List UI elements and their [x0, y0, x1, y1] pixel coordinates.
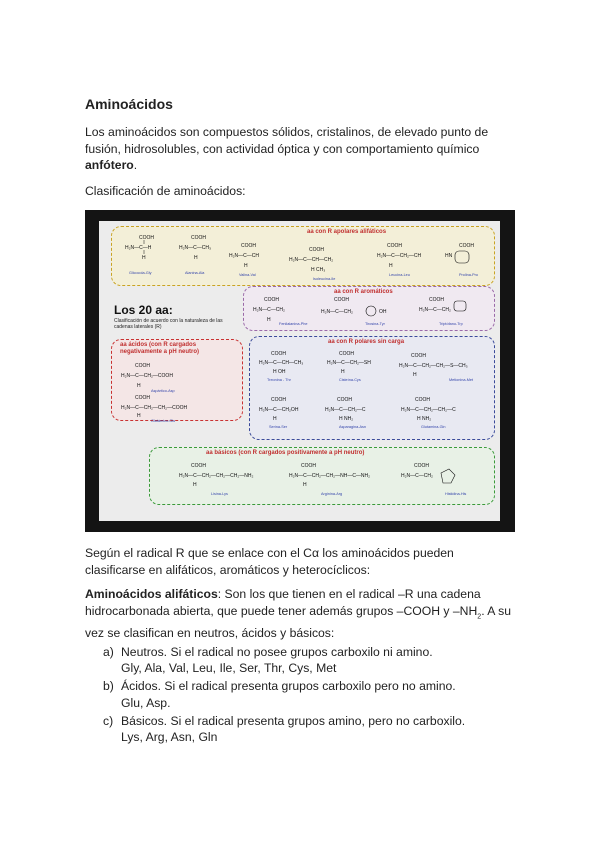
caption-ala: Alanina-Ala [185, 271, 205, 275]
svg-text:COOH: COOH [415, 397, 430, 403]
svg-text:COOH: COOH [139, 235, 154, 241]
svg-text:H₂N—C—CH₂OH: H₂N—C—CH₂OH [259, 407, 299, 413]
svg-text:COOH: COOH [271, 397, 286, 403]
svg-text:COOH: COOH [459, 243, 474, 249]
list-marker: a) [103, 645, 114, 659]
caption-ser: Serina-Ser [269, 425, 288, 429]
svg-text:H₂N—C—CH₂—CH₂—S—CH₃: H₂N—C—CH₂—CH₂—S—CH₃ [399, 363, 468, 369]
svg-text:H: H [193, 482, 197, 488]
list-item [85, 644, 515, 676]
svg-text:H₂N—C—CH₂—CH₂—NH—C—NH₂: H₂N—C—CH₂—CH₂—NH—C—NH₂ [289, 473, 371, 479]
svg-text:COOH: COOH [191, 235, 206, 241]
svg-text:COOH: COOH [387, 243, 402, 249]
caption-pro: Prolina-Pro [459, 273, 478, 277]
svg-text:H₂N—C—CH₂—SH: H₂N—C—CH₂—SH [327, 360, 371, 366]
list-item [85, 678, 515, 710]
list-item-text: Neutros. Si el radical no posee grupos carboxilo ni amino. [121, 645, 433, 659]
caption-his: Histidina-His [445, 492, 467, 496]
aliphatic-captions [129, 271, 478, 281]
caption-lys: Lisina-Lys [211, 492, 228, 496]
list-item-examples: Glu, Asp. [121, 695, 171, 710]
svg-text:H: H [142, 255, 146, 261]
svg-text:COOH: COOH [411, 353, 426, 359]
svg-text:H₂N—C—CH—CH₂: H₂N—C—CH—CH₂ [289, 257, 334, 263]
list-item-text: Básicos. Si el radical presenta grupos amino, pero no carboxilo. [121, 713, 466, 728]
svg-text:H: H [413, 372, 417, 378]
caption-met: Metionina-Met [449, 378, 474, 382]
intro-end: . [133, 158, 138, 172]
polar-captions [267, 378, 474, 429]
svg-text:COOH: COOH [135, 363, 150, 369]
svg-text:H₂N—C—CH₂—CH₂—C: H₂N—C—CH₂—CH₂—C [401, 407, 456, 413]
svg-text:COOH: COOH [309, 247, 324, 253]
svg-text:H₂N—C—CH₂—CH: H₂N—C—CH₂—CH [377, 253, 422, 259]
svg-text:COOH: COOH [429, 297, 444, 303]
figure-panel [99, 221, 500, 521]
svg-text:H₂N—C—CH₂: H₂N—C—CH₂ [401, 473, 433, 479]
svg-text:H: H [137, 413, 141, 419]
list-marker: c) [103, 713, 114, 728]
aliphatic-paragraph [85, 586, 515, 642]
caption-phe: Fenilalanina-Phe [279, 322, 308, 326]
svg-text:COOH: COOH [135, 395, 150, 401]
figure-subtitle: Clasificación de acuerdo con la naturaleza de las cadenas laterales (R) [114, 318, 223, 330]
group-polar-title: aa con R polares sin carga [328, 339, 405, 345]
basic-captions [211, 492, 466, 496]
svg-text:COOH: COOH [241, 243, 256, 249]
svg-text:H: H [194, 255, 198, 261]
list-marker: b) [103, 679, 114, 694]
list-item-examples: Gly, Ala, Val, Leu, Ile, Ser, Thr, Cys, Met [121, 661, 337, 676]
intro-paragraph [85, 124, 515, 174]
basic-structures [179, 463, 455, 488]
svg-text:H: H [341, 369, 345, 375]
polar-structures [259, 351, 468, 422]
structures-svg [99, 221, 500, 521]
caption-tyr: Tirosina-Tyr [365, 322, 385, 326]
svg-text:H₂N—C—CH₂—CH₂—CH₂—NH₂: H₂N—C—CH₂—CH₂—CH₂—NH₂ [179, 473, 254, 479]
svg-text:COOH: COOH [337, 397, 352, 403]
svg-text:HN: HN [445, 253, 453, 259]
svg-text:H₂N—C—CH₂: H₂N—C—CH₂ [253, 307, 285, 313]
svg-text:COOH: COOH [414, 463, 429, 469]
svg-text:H₂N—C—CH: H₂N—C—CH [229, 253, 259, 259]
figure-main-title: Los 20 aa: [114, 303, 173, 317]
group-acidic-title: aa ácidos (con R cargados negativamente a pH neutro) [120, 342, 200, 355]
caption-cys: Cisteína-Cys [339, 378, 361, 382]
list-item-examples: Lys, Arg, Asn, Gln [121, 730, 218, 745]
caption-val: Valina-Val [239, 273, 256, 277]
caption-arg: Arginina-Arg [321, 492, 343, 496]
aliphatic-structures [125, 235, 474, 273]
svg-text:H₂N—C—H: H₂N—C—H [125, 245, 152, 251]
svg-text:OH: OH [379, 309, 387, 315]
caption-asn: Asparagina-Asn [339, 425, 367, 429]
svg-text:COOH: COOH [191, 463, 206, 469]
page-title: Aminoácidos [85, 96, 173, 112]
svg-text:COOH: COOH [339, 351, 354, 357]
svg-text:H₂N—C—CH₂: H₂N—C—CH₂ [321, 309, 353, 315]
aliphatic-subscript: 2 [477, 612, 482, 620]
aliphatic-bold-term: Aminoácidos alifáticos [85, 587, 218, 601]
svg-text:H: H [273, 416, 277, 422]
radical-paragraph: Según el radical R que se enlace con el Cα los aminoácidos pueden clasificarse en alifáticos, aromáticos y heterocíclicos: [85, 546, 454, 577]
caption-thr: Treonina - Thr [267, 378, 291, 382]
intro-text: Los aminoácidos son compuestos sólidos, cristalinos, de elevado punto de fusión, hidrosolubles, con actividad óptica y con comportamiento químico [85, 125, 489, 156]
svg-text:COOH: COOH [334, 297, 349, 303]
aromatic-captions [279, 322, 463, 326]
svg-text:H₂N—C—CH₂—CH₂—COOH: H₂N—C—CH₂—CH₂—COOH [121, 405, 188, 411]
amino-acid-figure [85, 210, 515, 532]
aliphatic-text-end: . A su vez se clasifican en neutros, ácidos y básicos: [85, 603, 512, 641]
svg-text:H NH₂: H NH₂ [417, 416, 432, 422]
group-basic-title: aa básicos (con R cargados positivamente a pH neutro) [206, 450, 365, 456]
svg-text:COOH: COOH [271, 351, 286, 357]
caption-glu: Glutámico-Glu [151, 419, 176, 423]
svg-text:H₂N—C—CH₂—C: H₂N—C—CH₂—C [325, 407, 366, 413]
aliphatic-text: : Son los que tienen en el radical –R una cadena hidrocarbonada abierta, que puede tener además grupos –COOH y –NH [85, 587, 481, 618]
svg-text:H OH: H OH [273, 369, 286, 375]
svg-text:H CH₃: H CH₃ [311, 267, 326, 273]
svg-text:COOH: COOH [264, 297, 279, 303]
group-aliphatic-title: aa con R apolares alifáticos [307, 229, 387, 235]
svg-text:H: H [267, 317, 271, 323]
caption-leu: Leucina-Leu [389, 273, 410, 277]
svg-text:H₂N—C—CH₃: H₂N—C—CH₃ [179, 245, 212, 251]
svg-text:H: H [137, 383, 141, 389]
svg-text:H₂N—C—CH₂—COOH: H₂N—C—CH₂—COOH [121, 373, 173, 379]
caption-asp: Aspártico-Asp [151, 389, 175, 393]
list-item-text: Ácidos. Si el radical presenta grupos carboxilo pero no amino. [121, 679, 456, 694]
svg-text:H: H [303, 482, 307, 488]
list-item [85, 713, 515, 745]
intro-bold-term: anfótero [85, 158, 134, 172]
svg-text:H NH₂: H NH₂ [339, 416, 354, 422]
svg-text:H₂N—C—CH—CH₃: H₂N—C—CH—CH₃ [259, 360, 304, 366]
caption-gly: Glicocola-Gly [129, 271, 152, 275]
caption-ile: Isoleucina-Ile [313, 277, 336, 281]
classification-list [85, 644, 515, 745]
svg-text:H₂N—C—CH₂: H₂N—C—CH₂ [419, 307, 451, 313]
svg-text:H: H [244, 263, 248, 269]
caption-gln: Glutamina-Gln [421, 425, 446, 429]
svg-text:H: H [389, 263, 393, 269]
caption-trp: Triptófano-Trp [439, 322, 463, 326]
aromatic-structures [253, 297, 466, 323]
svg-text:COOH: COOH [301, 463, 316, 469]
classification-label: Clasificación de aminoácidos: [85, 184, 246, 198]
group-aromatic-title: aa con R aromáticos [334, 289, 393, 295]
